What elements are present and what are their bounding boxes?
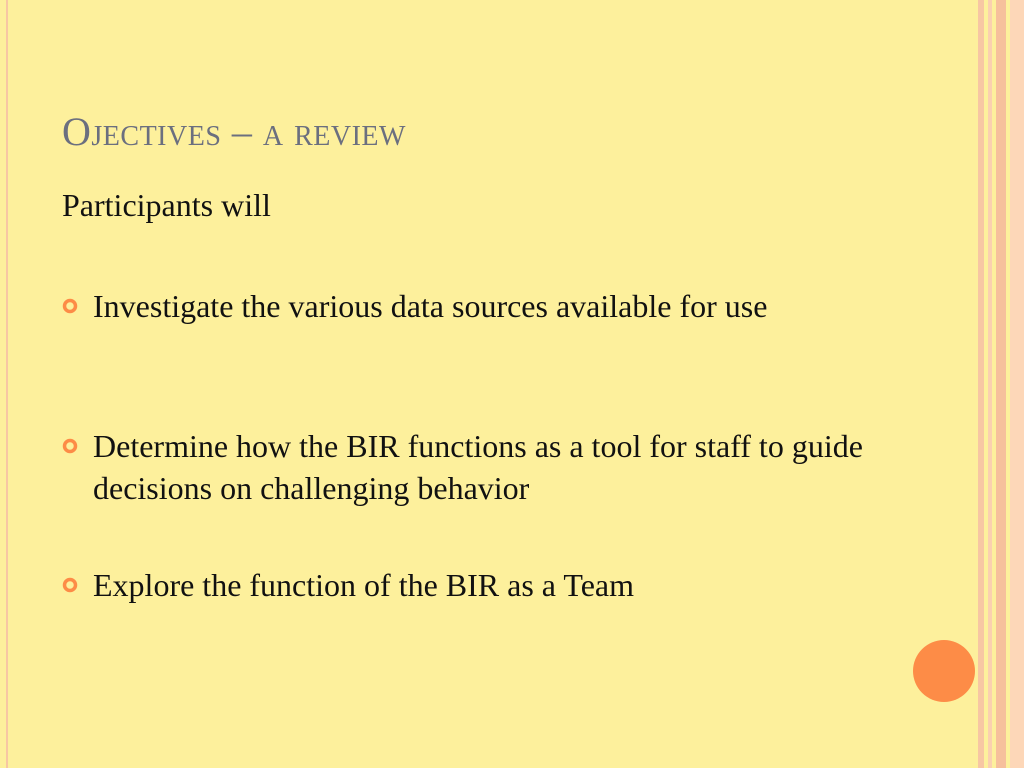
ring-bullet-icon [62,438,78,454]
bullet-item [62,564,902,606]
stripe-3 [996,0,1006,768]
stripe-4 [1010,0,1024,768]
ring-bullet-icon [62,577,78,593]
right-edge-stripes [978,0,1024,768]
bullet-text: Investigate the various data sources available for use [93,288,768,324]
orange-circle-icon [913,640,975,702]
stripe-2 [988,0,992,768]
left-edge-line [0,0,8,768]
ring-bullet-icon [62,298,78,314]
stripe-1 [978,0,984,768]
slide-title: Ojectives – a review [62,109,406,154]
bullet-text: Determine how the BIR functions as a tool for staff to guide decisions on challenging behavior [93,428,863,506]
intro-text: Participants will [62,187,271,223]
bullet-item [62,285,902,327]
bullet-item [62,425,902,509]
bullet-text: Explore the function of the BIR as a Team [93,567,635,603]
